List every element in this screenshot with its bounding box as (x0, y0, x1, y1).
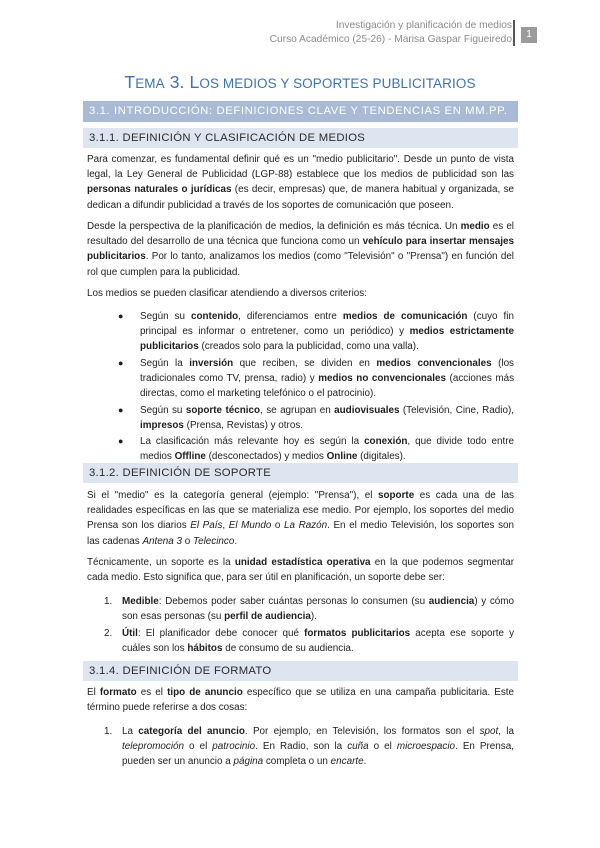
bullet-list-criterios (112, 309, 514, 466)
page-number: 1 (521, 27, 537, 43)
bullet-icon: ● (118, 357, 124, 368)
numbered-list-soporte (104, 594, 514, 657)
bullet-icon: ● (118, 404, 124, 415)
paragraph-unidad-estadistica: Técnicamente, un soporte es la unidad estadística operativa en la que podemos segmentar cada medio. Esto significa que, para ser útil en planificación, un soporte debe ser: (87, 557, 514, 584)
list-item: 2. Útil: El planificador debe conocer qué formatos publicitarios acepta ese soporte y cuáles son los hábitos de consumo de su audiencia. (104, 627, 515, 654)
subsection-heading-formato: 3.1.4. DEFINICIÓN DE FORMATO (83, 661, 518, 681)
subsection-heading-soporte: 3.1.2. DEFINICIÓN DE SOPORTE (83, 463, 518, 483)
subsection-heading-medios: 3.1.1. DEFINICIÓN Y CLASIFICACIÓN DE MEDIOS (83, 128, 518, 148)
header-course-info: Curso Académico (25-26) - Marisa Gaspar Figueiredo (269, 34, 512, 45)
section-heading: 3.1. INTRODUCCIÓN: DEFINICIONES CLAVE Y TENDENCIAS EN MM.PP. (83, 101, 518, 122)
paragraph-criterios: Los medios se pueden clasificar atendiendo a diversos criterios: (87, 288, 367, 299)
running-header (270, 19, 512, 47)
list-item: ● Según la inversión que reciben, se dividen en medios convencionales (los tradicionales como TV, prensa, radio) y medios no convencionales (acciones más directas, como el marketing telefónico o el patrocinio). (118, 357, 515, 400)
paragraph-formato: El formato es el tipo de anuncio específico que se utiliza en una campaña publicitaria. Este término puede referirse a dos cosas: (87, 687, 514, 714)
list-item: 1. La categoría del anuncio. Por ejemplo, en Televisión, los formatos son el spot, la telepromoción o el patrocinio. En Radio, son la cuña o el microespacio. En Prensa, pueden ser un anuncio a página completa o un encarte. (104, 726, 514, 768)
list-item: ● La clasificación más relevante hoy es según la conexión, que divide todo entre medios Offline (desconectados) y medios Online (digitales). (118, 436, 514, 463)
paragraph-medio-tecnico: Desde la perspectiva de la planificación de medios, la definición es más técnica. Un medio es el resultado del desarrollo de una técnica que funciona como un vehículo para insertar mensajes publicitarios. Por lo tanto, analizamos los medios (como "Televisión" o "Prensa") en función del rol que cumplen para la publicidad. (87, 221, 514, 278)
paragraph-medio-legal: Para comenzar, es fundamental definir qué es un "medio publicitario". Desde un punto de vista legal, la Ley General de Publicidad (LGP-88) establece que los medios de publicidad son las personas naturales o jurídicas (es decir, empresas) que, de manera habitual y organizada, se dedican a difundir publicidad a través de los soportes de comunicación que poseen. (87, 154, 514, 211)
bullet-icon: ● (118, 311, 124, 321)
list-item: ● Según su contenido, diferenciamos entre medios de comunicación (cuyo fin principal es informar o entretener, como un periódico) y medios estrictamente publicitarios (creados solo para la publicidad, como una valla). (118, 311, 514, 353)
bullet-icon: ● (118, 436, 124, 447)
list-item: ● Según su soporte técnico, se agrupan en audiovisuales (Televisión, Cine, Radio), impresos (Prensa, Revistas) y otros. (118, 404, 514, 431)
page-title: TEMA 3. LOS MEDIOS Y SOPORTES PUBLICITARIOS (124, 72, 476, 92)
header-course-title: Investigación y planificación de medios (335, 20, 512, 31)
header-divider (513, 20, 515, 46)
list-item: 1. Medible: Debemos poder saber cuántas personas lo consumen (su audiencia) y cómo son esas personas (su perfil de audiencia). (104, 596, 514, 623)
numbered-list-formato (104, 724, 514, 771)
paragraph-soporte: Si el "medio" es la categoría general (ejemplo: "Prensa"), el soporte es cada una de las realidades específicas en las que se materializa ese medio. Por ejemplo, los soportes del medio Prensa son los diarios El País, El Mundo o La Razón. En el medio Televisión, los soportes son las cadenas Antena 3 o Telecinco. (87, 490, 514, 547)
